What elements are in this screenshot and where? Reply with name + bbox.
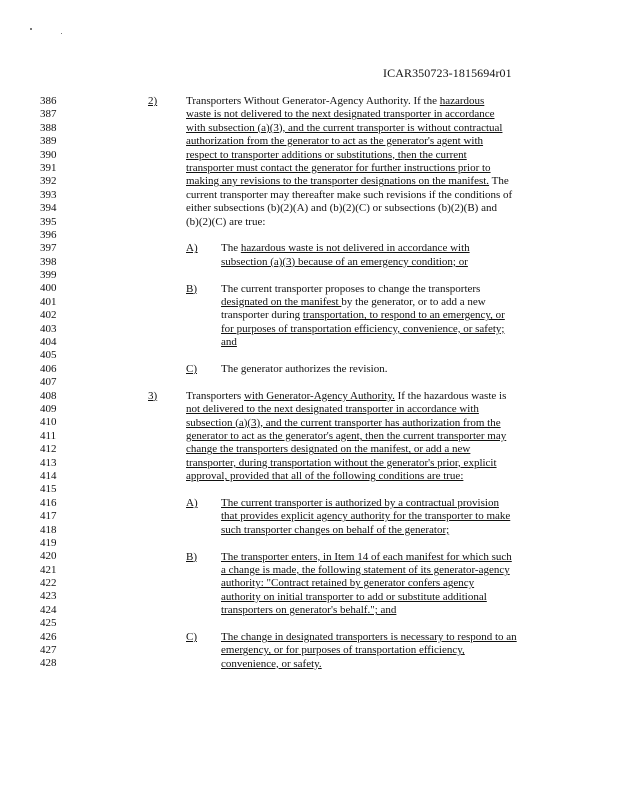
- text-line: [221, 323, 505, 336]
- line-number: 413: [40, 456, 57, 469]
- underlined-text: making any revisions to the transporter designations on the manifest.: [186, 175, 490, 188]
- line-number: 396: [40, 228, 57, 241]
- line-number: 386: [40, 95, 57, 107]
- text-line: [186, 403, 506, 416]
- text-line: [221, 497, 510, 510]
- section-text: [221, 283, 505, 350]
- text-run: transporter during: [221, 309, 303, 322]
- text-line: [221, 283, 505, 296]
- line-number: 391: [40, 161, 57, 174]
- text-run: current transporter may thereafter make such revisions if the conditions of: [186, 188, 513, 201]
- underlined-text: The current transporter is authorized by a contractual provision: [221, 497, 499, 509]
- line-number: 395: [40, 215, 57, 228]
- underlined-text: generator to act as the generator's agent, then the current transporter may: [186, 429, 507, 442]
- text-run: The current transporter proposes to change the transporters: [221, 282, 481, 295]
- section-text: [186, 95, 512, 229]
- text-line: [186, 189, 512, 202]
- underlined-text: with subsection (a)(3), and the current transporter is without contractual: [186, 121, 503, 134]
- underlined-text: authority on initial transporter to add or substitute additional: [221, 590, 487, 603]
- line-number: 388: [40, 121, 57, 134]
- underlined-text: waste is not delivered to the next designated transporter in accordance: [186, 108, 495, 121]
- text-line: [221, 631, 517, 644]
- section-marker: C): [186, 631, 197, 643]
- underlined-text: with Generator-Agency Authority.: [243, 389, 395, 402]
- underlined-text: designated on the manifest: [221, 295, 342, 308]
- line-number: 417: [40, 510, 57, 523]
- underlined-text: hazardous: [439, 95, 485, 107]
- line-number: 401: [40, 295, 57, 308]
- text-line: [221, 336, 505, 349]
- line-number: 402: [40, 309, 57, 322]
- section-marker: A): [186, 497, 198, 509]
- underlined-text: a change is made, the following statement of its generator-agency: [221, 563, 510, 576]
- text-line: [186, 216, 512, 229]
- line-number: 398: [40, 255, 57, 268]
- document-id: ICAR350723-1815694r01: [383, 66, 512, 80]
- line-number: 426: [40, 630, 57, 643]
- underlined-text: for purposes of transportation efficiency, convenience, or safety;: [221, 322, 505, 335]
- underlined-text: authority: "Contract retained by generator confers agency: [221, 577, 475, 590]
- line-number: 414: [40, 469, 57, 482]
- text-line: [186, 175, 512, 188]
- underlined-text: approval, provided that all of the following conditions are true:: [186, 470, 464, 483]
- text-line: [186, 457, 506, 470]
- text-run: The: [489, 175, 509, 188]
- line-number: 409: [40, 402, 57, 415]
- section-marker: 2): [148, 95, 158, 107]
- line-number: 427: [40, 644, 57, 657]
- text-line: [186, 390, 506, 403]
- line-number: 425: [40, 617, 57, 630]
- line-number: 411: [40, 429, 57, 442]
- text-line: [221, 510, 510, 523]
- line-number: 394: [40, 202, 57, 215]
- underlined-text: hazardous waste is not delivered in accordance with: [240, 242, 470, 255]
- text-line: [186, 108, 512, 121]
- underlined-text: subsection (a)(3) because of an emergency condition; or: [221, 255, 468, 268]
- line-number: 392: [40, 175, 57, 188]
- text-line: [221, 363, 387, 376]
- line-number: 399: [40, 269, 57, 282]
- underlined-text: authorization from the generator to act as the generator's agent with: [186, 135, 484, 148]
- section-marker: 3): [148, 389, 158, 402]
- text-run: The generator authorizes the revision.: [221, 363, 388, 375]
- text-line: [186, 135, 512, 148]
- line-number: 424: [40, 603, 57, 616]
- line-number: 423: [40, 590, 57, 603]
- text-line: [221, 551, 512, 564]
- line-number: 418: [40, 523, 57, 536]
- underlined-text: The change in designated transporters is necessary to respond to an: [221, 631, 517, 643]
- text-line: [186, 202, 512, 215]
- text-run: Transporters Without Generator-Agency Authority. If the: [186, 95, 440, 107]
- line-number: 419: [40, 536, 57, 549]
- text-run: either subsections (b)(2)(A) and (b)(2)(C) or subsections (b)(2)(B) and: [186, 202, 497, 215]
- line-number: 415: [40, 483, 57, 496]
- text-line: [221, 242, 470, 255]
- section-text: [221, 497, 510, 537]
- line-number: 403: [40, 322, 57, 335]
- line-number: 406: [40, 362, 57, 375]
- underlined-text: that provides explicit agency authority for the transporter to make: [221, 510, 511, 523]
- text-run: The: [221, 242, 241, 255]
- line-number: 428: [40, 657, 57, 670]
- text-line: [221, 591, 512, 604]
- underlined-text: transporter must contact the generator for further instructions prior to: [186, 161, 491, 174]
- underlined-text: such transporter changes on behalf of the generator;: [221, 523, 450, 536]
- line-number: 422: [40, 577, 57, 590]
- underlined-text: transporters on generator's behalf."; and: [221, 604, 397, 617]
- line-number: 400: [40, 282, 57, 295]
- section-marker: C): [186, 363, 197, 375]
- text-line: [221, 524, 510, 537]
- text-line: [221, 309, 505, 322]
- text-line: [186, 162, 512, 175]
- underlined-text: change the transporters designated on the manifest, or add a new: [186, 443, 471, 456]
- underlined-text: transporter, during transportation without the generator's prior, explicit: [186, 456, 497, 469]
- underlined-text: respect to transporter additions or substitutions, then the current: [186, 148, 467, 161]
- text-line: [186, 443, 506, 456]
- underlined-text: transportation, to respond to an emergency, or: [302, 309, 505, 322]
- text-line: [221, 658, 517, 671]
- text-line: [221, 256, 470, 269]
- line-number: 412: [40, 443, 57, 456]
- section-marker: A): [186, 242, 198, 255]
- text-run: If the hazardous waste is: [394, 389, 507, 402]
- line-number: 416: [40, 496, 57, 509]
- line-number: 387: [40, 108, 57, 121]
- text-line: [221, 644, 517, 657]
- section-marker: B): [186, 550, 197, 563]
- text-line: [221, 577, 512, 590]
- scan-speck: [61, 33, 62, 34]
- text-line: [186, 149, 512, 162]
- underlined-text: subsection (a)(3), and the current transporter has authorization from the: [186, 416, 501, 429]
- text-line: [186, 122, 512, 135]
- text-line: [186, 417, 506, 430]
- line-number: 390: [40, 148, 57, 161]
- text-line: [186, 95, 512, 108]
- line-number: 389: [40, 135, 57, 148]
- text-run: by the generator, or to add a new: [341, 295, 486, 308]
- scan-speck: [30, 28, 32, 30]
- line-number: 408: [40, 389, 57, 402]
- section-text: [221, 551, 512, 618]
- section-text: [221, 242, 470, 269]
- underlined-text: and: [221, 336, 237, 349]
- text-run: Transporters: [186, 389, 244, 402]
- text-line: [221, 564, 512, 577]
- line-number: 421: [40, 563, 57, 576]
- text-line: [221, 604, 512, 617]
- text-line: [221, 296, 505, 309]
- text-line: [186, 430, 506, 443]
- line-number: 405: [40, 349, 57, 362]
- section-text: [221, 363, 387, 376]
- text-line: [186, 470, 506, 483]
- line-number: 393: [40, 188, 57, 201]
- line-number-column: [40, 95, 70, 671]
- section-text: [186, 390, 506, 484]
- underlined-text: convenience, or safety.: [221, 657, 322, 670]
- line-number: 410: [40, 416, 57, 429]
- underlined-text: not delivered to the next designated transporter in accordance with: [186, 403, 479, 416]
- section-text: [221, 631, 517, 671]
- line-number: 420: [40, 550, 57, 563]
- line-number: 397: [40, 242, 57, 255]
- underlined-text: The transporter enters, in Item 14 of each manifest for which such: [221, 550, 512, 563]
- line-number: 407: [40, 376, 57, 389]
- underlined-text: emergency, or for purposes of transportation efficiency,: [221, 644, 465, 657]
- section-marker: B): [186, 282, 197, 295]
- line-number: 404: [40, 336, 57, 349]
- text-run: (b)(2)(C) are true:: [186, 215, 266, 228]
